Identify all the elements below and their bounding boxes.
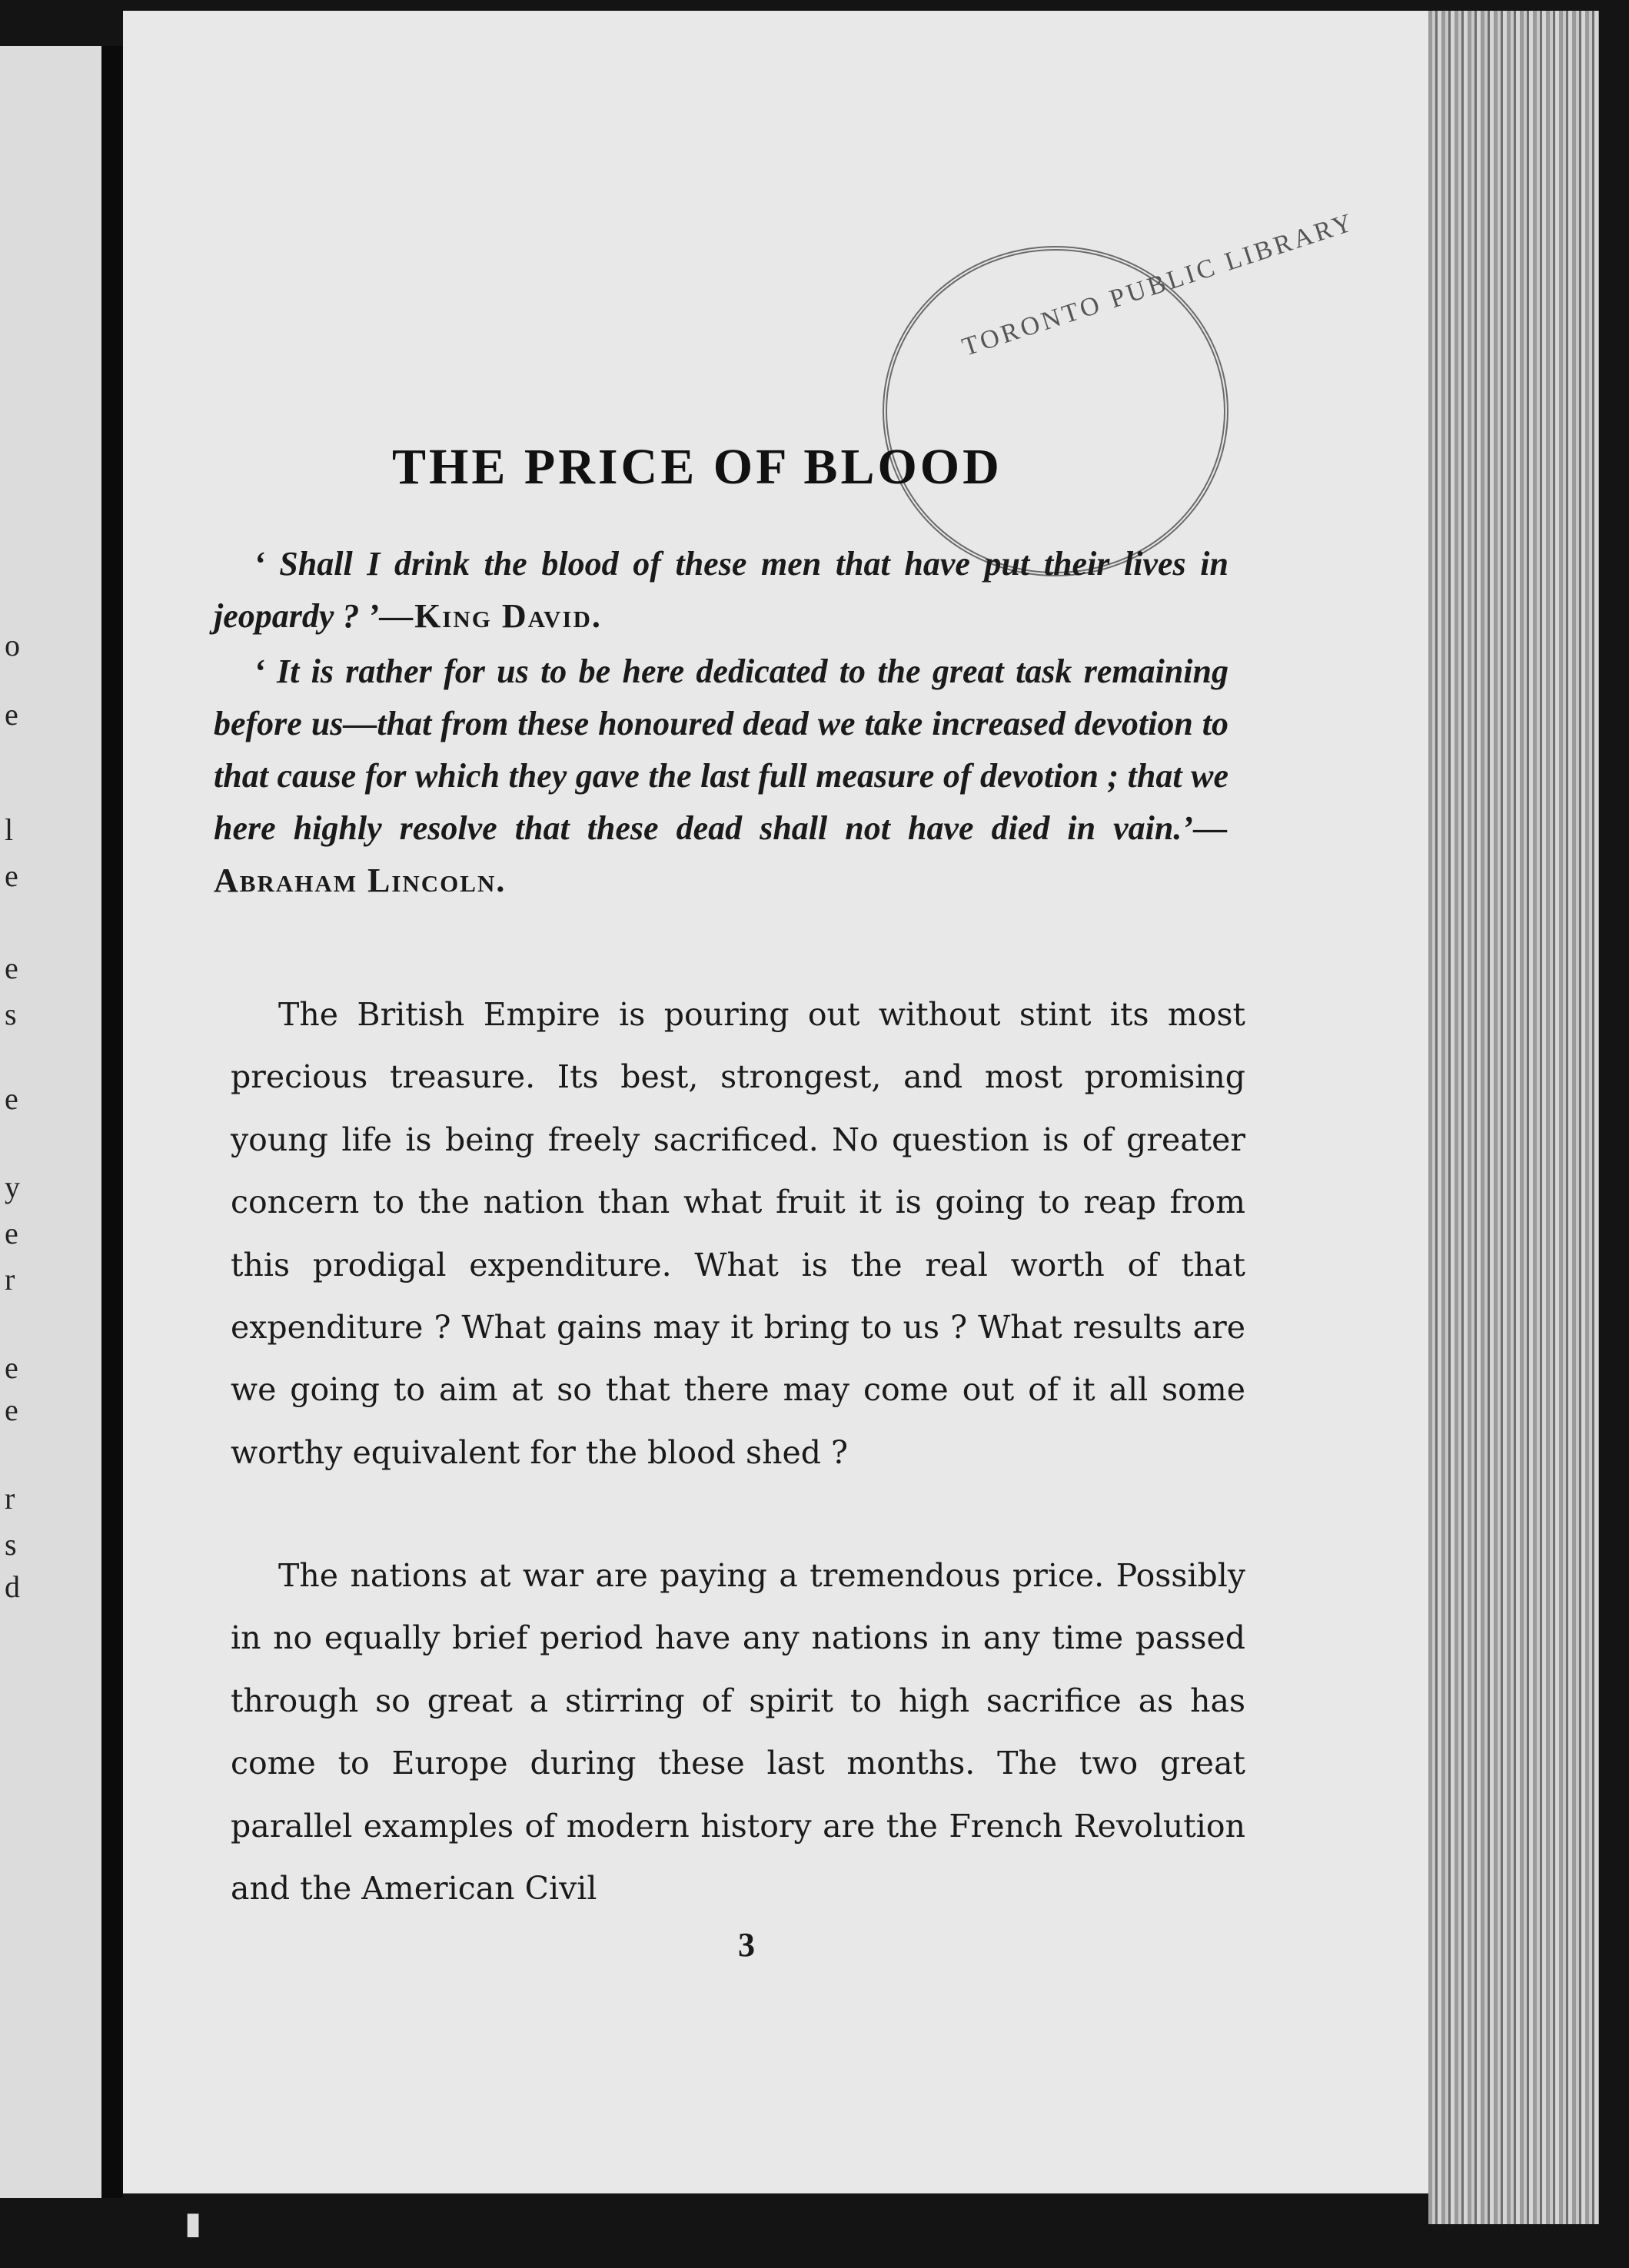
facing-page <box>0 46 101 2198</box>
epigraph-david <box>214 538 1228 643</box>
epigraph-lincoln <box>214 646 1228 907</box>
epigraph-attribution: —King David. <box>379 597 602 635</box>
facing-page-letter: e <box>5 951 18 985</box>
page-number: 3 <box>738 1926 755 1964</box>
facing-page-letter: d <box>5 1569 20 1604</box>
epigraph-quote: ‘ It is rather for us to be here dedicated to the great task remaining before us—that from these honoured dead we take increased devotion to that cause for which they gave the last full measure of devotion ; that we here highly resolve that these dead shall not have died in vain.’ <box>214 653 1228 847</box>
facing-page-letter: o <box>5 628 20 662</box>
facing-page-letter: y <box>5 1170 20 1204</box>
facing-page-letter: r <box>5 1481 15 1516</box>
library-stamp-text: TORONTO PUBLIC LIBRARY <box>959 208 1358 362</box>
facing-page-letter: e <box>5 1081 18 1116</box>
chapter-title: THE PRICE OF BLOOD <box>392 439 1002 495</box>
facing-page-letter: l <box>5 812 14 847</box>
epigraph-quote: ‘ Shall I drink the blood of these men that have put their lives in jeopardy ? ’ <box>214 545 1228 635</box>
epigraph-attribution: —Abraham Lincoln. <box>214 809 1228 899</box>
scan-mark-icon: ▮ <box>185 2206 202 2241</box>
library-stamp <box>883 246 1228 576</box>
facing-page-letter: e <box>5 697 18 732</box>
body-paragraph: The British Empire is pouring out without stint its most precious treasure. Its best, strongest, and most promising young life is being freely sacrificed. No question is of greater concern to the nation than what fruit it is going to reap from this prodigal expenditure. What is the real worth of that expenditure ? What gains may it bring to us ? What results are we going to aim at so that there may come out of it all some worthy equivalent for the blood shed ? <box>231 996 1245 1471</box>
facing-page-letter: e <box>5 858 18 893</box>
page-edges <box>1428 11 1599 2224</box>
facing-page-letter: s <box>5 997 17 1031</box>
facing-page-letter: e <box>5 1393 18 1427</box>
facing-page-letter: e <box>5 1350 18 1385</box>
facing-page-letter: e <box>5 1216 18 1250</box>
facing-page-letter: r <box>5 1262 15 1297</box>
body-paragraph: The nations at war are paying a tremendous price. Possibly in no equally brief period have any nations in any time passed through so great a stirring of spirit to high sacrifice as has come to Europe during these last months. The two great parallel examples of modern history are the French Revolution and the American Civil <box>231 1557 1245 1908</box>
facing-page-letter: s <box>5 1527 17 1562</box>
book-gutter <box>101 46 123 2198</box>
